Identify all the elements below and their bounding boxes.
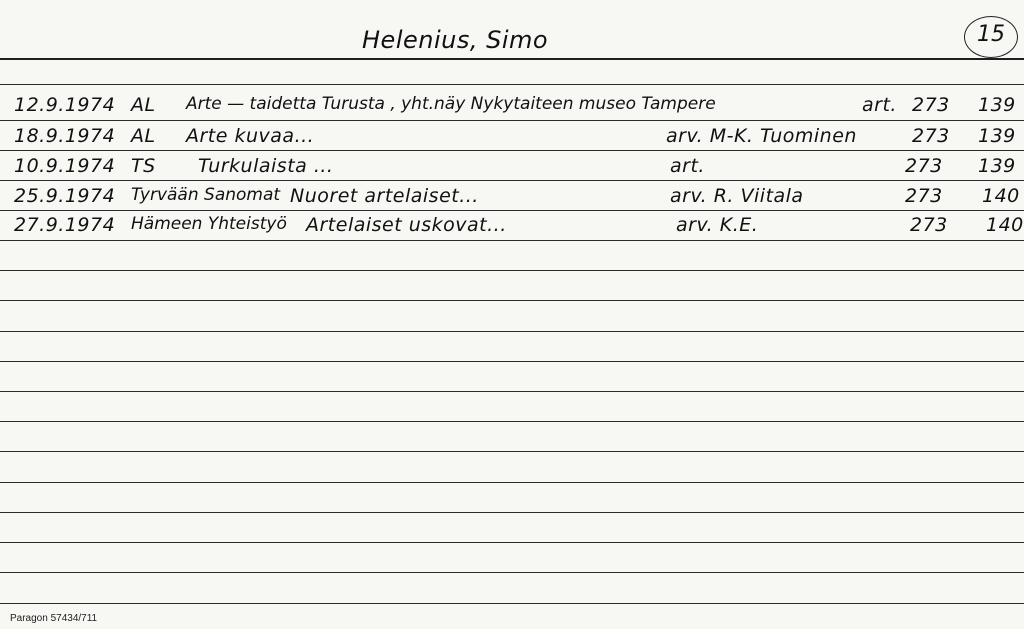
entry-page: 273 <box>905 185 943 207</box>
entry-date: 27.9.1974 <box>14 214 116 236</box>
entry-note: arv. M-K. Tuominen <box>666 125 857 147</box>
ruled-line <box>0 512 1024 513</box>
ruled-line <box>0 150 1024 151</box>
entry-text: Nuoret artelaiset... <box>290 185 479 207</box>
ruled-line <box>0 391 1024 392</box>
card-number-circle <box>964 16 1018 58</box>
ruled-line <box>0 482 1024 483</box>
ruled-line <box>0 451 1024 452</box>
entry-date: 25.9.1974 <box>14 185 116 207</box>
entry-note: art. <box>862 94 897 116</box>
header-rule <box>0 58 1024 60</box>
entry-date: 12.9.1974 <box>14 94 116 116</box>
ruled-line <box>0 180 1024 181</box>
ruled-line <box>0 84 1024 85</box>
entry-source: Hämeen Yhteistyö <box>131 214 287 234</box>
entry-ref: 139 <box>978 94 1016 116</box>
entry-text: Arte kuvaa... <box>186 125 315 147</box>
entry-note: art. <box>670 155 705 177</box>
card-heading-name: Helenius, Simo <box>362 26 549 54</box>
entry-source: AL <box>131 125 156 147</box>
entry-date: 18.9.1974 <box>14 125 116 147</box>
entry-text: Arte — taidetta Turusta , yht.näy Nykytaiteen museo Tampere <box>186 94 716 114</box>
entry-source: Tyrvään Sanomat <box>131 185 281 205</box>
entry-page: 273 <box>912 125 950 147</box>
ruled-line <box>0 421 1024 422</box>
entry-text: Artelaiset uskovat... <box>306 214 507 236</box>
entry-page: 273 <box>910 214 948 236</box>
printer-mark: Paragon 57434/711 <box>10 613 98 624</box>
card-number: 15 <box>977 22 1005 47</box>
ruled-line <box>0 300 1024 301</box>
ruled-line <box>0 120 1024 121</box>
entry-ref: 140 <box>982 185 1020 207</box>
entry-ref: 139 <box>978 125 1016 147</box>
entry-text: Turkulaista ... <box>198 155 334 177</box>
entry-date: 10.9.1974 <box>14 155 116 177</box>
entry-ref: 140 <box>986 214 1024 236</box>
entry-page: 273 <box>912 94 950 116</box>
ruled-line <box>0 210 1024 211</box>
entry-page: 273 <box>905 155 943 177</box>
ruled-line <box>0 572 1024 573</box>
ruled-line <box>0 603 1024 604</box>
ruled-line <box>0 331 1024 332</box>
ruled-line <box>0 240 1024 241</box>
entry-note: arv. K.E. <box>676 214 759 236</box>
entry-note: arv. R. Viitala <box>670 185 804 207</box>
entry-source: AL <box>131 94 156 116</box>
ruled-line <box>0 542 1024 543</box>
ruled-line <box>0 361 1024 362</box>
entry-source: TS <box>131 155 156 177</box>
ruled-line <box>0 270 1024 271</box>
entry-ref: 139 <box>978 155 1016 177</box>
